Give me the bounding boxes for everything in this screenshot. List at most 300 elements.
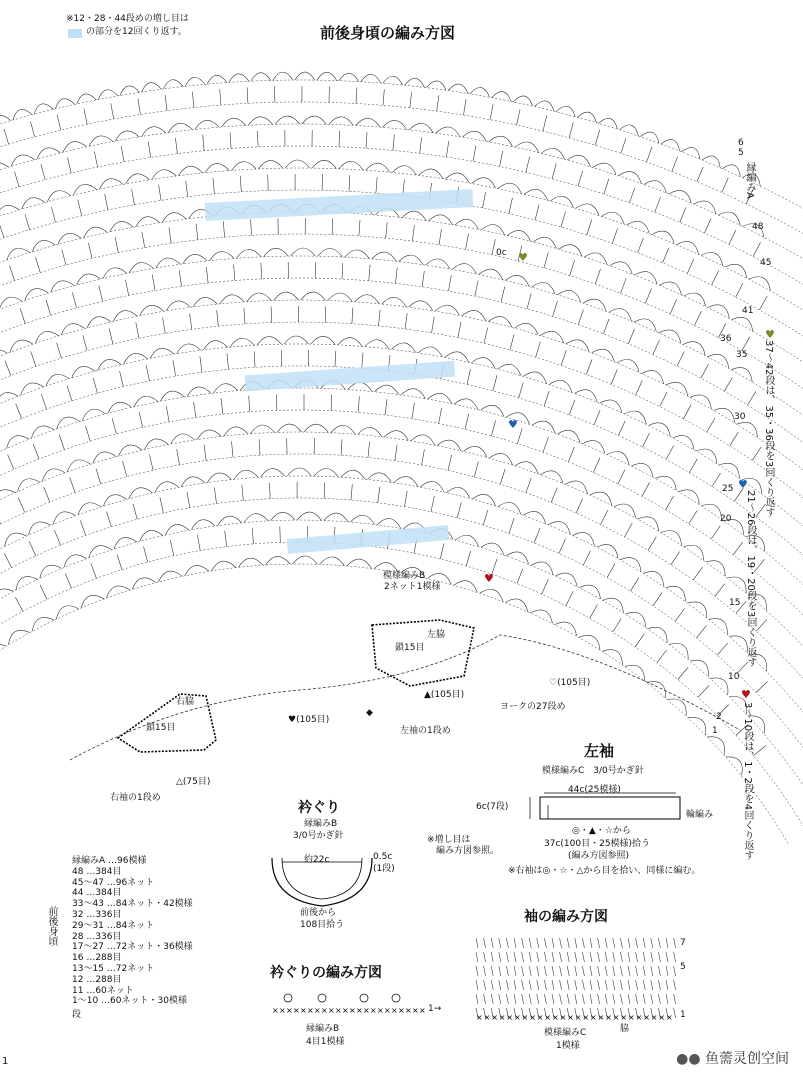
- scallop-mark: [36, 331, 59, 343]
- sleeve-stitch-mark: [537, 952, 539, 962]
- stitch-mark: [570, 260, 575, 275]
- scallop-mark: [324, 513, 348, 522]
- stitch-mark: [553, 301, 558, 316]
- sleeve-x-mark: ×: [620, 1013, 628, 1022]
- yoke-row-guide: [0, 322, 803, 721]
- scallop-mark: [617, 359, 639, 372]
- scallop-mark: [84, 227, 107, 238]
- scallop-mark: [98, 359, 122, 370]
- scallop-mark: [702, 156, 720, 168]
- scallop-mark: [339, 161, 363, 170]
- stitch-mark: [492, 239, 495, 255]
- stitch-mark: [163, 318, 166, 334]
- stitch-mark: [630, 578, 638, 592]
- heart-blue-icon: ♥: [508, 418, 518, 431]
- sleeve-x-mark: ×: [643, 1013, 650, 1022]
- stitch-mark: [534, 528, 540, 543]
- yoke-row-guide: [0, 476, 803, 799]
- scallop-mark: [114, 537, 137, 548]
- scallop-mark: [577, 112, 596, 123]
- scallop-mark: [73, 184, 96, 195]
- scallop-mark: [312, 160, 336, 168]
- left-sleeve-note3: ※右袖は◎・☆・△から目を拾い、同様に編む。: [508, 866, 701, 876]
- legend-row: 48 …384目: [72, 866, 122, 877]
- scallop-mark: [505, 275, 529, 286]
- sleeve-stitch-mark: [605, 952, 607, 962]
- stitch-x-mark: ×: [419, 1006, 426, 1015]
- stitch-mark: [242, 485, 244, 501]
- scallop-mark: [40, 565, 62, 578]
- scallop-mark: [177, 344, 201, 354]
- scallop-mark: [409, 301, 433, 311]
- sleeve-stitch-mark: [544, 966, 546, 976]
- stitch-mark: [254, 351, 255, 367]
- stitch-mark: [701, 364, 709, 378]
- sleeve-x-mark: ×: [612, 1013, 620, 1022]
- stitch-mark: [220, 89, 221, 105]
- scallop-mark: [405, 78, 425, 87]
- scallop-mark: [377, 519, 401, 529]
- scallop-mark: [358, 428, 382, 437]
- sleeve-stitch-mark: [491, 980, 493, 990]
- sleeve-stitch-mark: [491, 994, 493, 1004]
- scallop-mark: [197, 430, 221, 440]
- stitch-mark: [8, 455, 14, 470]
- stitch-mark: [677, 352, 684, 366]
- stitch-mark: [214, 488, 216, 504]
- sleeve-stitch-mark: [613, 980, 615, 990]
- stitch-mark: [203, 135, 205, 151]
- stitch-x-mark: ×: [412, 1006, 419, 1015]
- scallop-mark: [9, 630, 30, 644]
- scallop-mark: [452, 264, 476, 274]
- stitch-mark: [464, 99, 467, 115]
- scallop-mark: [600, 400, 622, 413]
- scallop-mark: [435, 305, 459, 315]
- scallop-mark: [103, 495, 126, 506]
- stitch-mark: [628, 329, 634, 344]
- scallop-mark: [392, 343, 416, 353]
- scallop-mark: [540, 471, 563, 483]
- stitch-mark: [465, 414, 469, 430]
- scallop-mark: [597, 545, 618, 559]
- sleeve-stitch-mark: [605, 980, 607, 990]
- stitch-mark: [111, 103, 114, 119]
- stitch-mark: [144, 547, 148, 563]
- stitch-mark: [383, 89, 384, 105]
- stitch-mark: [20, 308, 25, 323]
- scallop-mark: [119, 445, 142, 456]
- stitch-mark: [55, 530, 61, 545]
- stitch-x-mark: ×: [377, 1006, 384, 1015]
- legend-tail: 段: [72, 1010, 82, 1020]
- stitch-mark: [31, 351, 36, 366]
- stitch-mark: [170, 540, 174, 556]
- scallop-mark: [100, 179, 124, 189]
- stitch-mark: [268, 175, 269, 191]
- scallop-mark: [498, 183, 521, 194]
- sleeve-stitch-mark: [658, 952, 660, 962]
- scallop-mark: [488, 316, 512, 327]
- scallop-mark: [523, 372, 546, 384]
- scallop-mark: [124, 353, 148, 364]
- scallop-mark: [10, 340, 33, 352]
- sleeve-stitch-mark: [560, 994, 562, 1004]
- scallop-mark: [155, 482, 179, 492]
- scallop-mark: [152, 170, 176, 180]
- scallop-mark: [259, 160, 283, 168]
- stitch-mark: [159, 185, 161, 201]
- stitch-mark: [271, 307, 272, 323]
- sleeve-stitch-mark: [575, 952, 577, 962]
- legend-row: 12 …288目: [72, 974, 122, 985]
- scallop-mark: [555, 622, 577, 636]
- scallop-mark: [648, 627, 667, 642]
- heart-red-icon: ♥: [484, 572, 494, 585]
- sleeve-stitch-mark: [651, 966, 653, 976]
- scallop-mark: [620, 558, 641, 572]
- stitch-mark: [660, 392, 667, 406]
- diamond-icon: ◆: [366, 708, 373, 718]
- stitch-mark: [187, 492, 190, 508]
- sleeve-stitch-mark: [582, 938, 584, 948]
- stitch-mark: [621, 278, 627, 293]
- stitch-mark: [120, 371, 124, 387]
- scallop-mark: [7, 436, 29, 449]
- stitch-mark: [72, 292, 76, 307]
- sleeve-stitch-mark: [476, 966, 478, 976]
- scallop-mark: [590, 492, 612, 505]
- stitch-mark: [526, 478, 531, 493]
- picot-mark: [284, 994, 292, 1002]
- scallop-mark: [130, 262, 154, 272]
- note-line2: の部分を12回くり返す。: [86, 27, 187, 37]
- scallop-mark: [513, 96, 532, 106]
- stitch-mark: [396, 268, 398, 284]
- collar-pick1: 前後から: [300, 908, 337, 918]
- sleeve-stitch-mark: [522, 966, 524, 976]
- stitch-mark: [698, 686, 709, 698]
- stitch-mark: [412, 225, 414, 241]
- stitch-mark: [115, 237, 118, 253]
- stitch-mark: [190, 313, 192, 329]
- stitch-mark: [351, 484, 352, 500]
- stitch-mark: [252, 528, 253, 544]
- stitch-mark: [603, 319, 609, 334]
- stitch-mark: [583, 551, 590, 565]
- stitch-mark: [607, 564, 615, 578]
- stitch-mark: [491, 421, 495, 436]
- left-sleeve-edge: 輪編み: [686, 810, 714, 820]
- scallop-mark: [541, 148, 564, 159]
- stitch-mark: [509, 518, 514, 533]
- stitch-mark: [91, 563, 97, 578]
- left-sleeve-pick2: 37c(100目・25模様)拾う: [544, 839, 651, 849]
- scallop-mark: [652, 231, 674, 244]
- stitch-mark: [730, 432, 739, 446]
- stitch-mark: [204, 445, 206, 461]
- scallop-mark: [365, 340, 389, 349]
- sleeve-r5: 5: [680, 962, 686, 972]
- stitch-x-mark: ×: [391, 1006, 398, 1015]
- stitch-mark: [578, 171, 583, 186]
- scallop-mark: [87, 317, 111, 328]
- scallop-mark: [142, 127, 166, 137]
- scallop-mark: [592, 349, 615, 362]
- stitch-mark: [568, 447, 574, 462]
- stitch-mark: [687, 259, 694, 274]
- sleeve-stitch-mark: [560, 952, 562, 962]
- stitch-mark: [59, 435, 64, 450]
- stitch-mark: [166, 406, 169, 422]
- stitch-mark: [366, 132, 367, 148]
- scallop-mark: [7, 248, 30, 260]
- stitch-mark: [405, 491, 408, 507]
- stitch-mark: [18, 498, 25, 513]
- sleeve-stitch-mark: [582, 980, 584, 990]
- sleeve-stitch-mark: [529, 938, 531, 948]
- page-number: 1: [2, 1056, 9, 1067]
- scallop-mark: [77, 274, 101, 285]
- stitch-mark: [561, 350, 566, 365]
- scallop-mark: [232, 162, 256, 171]
- stitch-mark: [121, 146, 124, 162]
- stitch-mark: [742, 337, 750, 351]
- legend-row: 33〜43 …84ネット・42模様: [72, 899, 193, 910]
- row-36: 36: [720, 334, 732, 344]
- stitch-mark: [544, 391, 549, 406]
- stitch-mark: [500, 151, 503, 167]
- scallop-mark: [436, 127, 460, 137]
- tri-75: △(75目): [176, 777, 211, 787]
- stitch-mark: [385, 399, 387, 415]
- sleeve-stitch-mark: [484, 980, 486, 990]
- stitch-mark: [756, 619, 767, 631]
- sleeve-stitch-mark: [567, 952, 569, 962]
- scallop-mark: [32, 426, 55, 438]
- title-sleeve-diagram: 袖の編み方図: [524, 909, 608, 925]
- stitch-mark: [352, 308, 353, 324]
- scallop-mark: [607, 452, 629, 465]
- scallop-mark: [113, 311, 137, 322]
- scallop-mark: [668, 699, 686, 716]
- scallop-mark: [126, 174, 150, 184]
- stitch-mark: [379, 310, 381, 326]
- sleeve-stitch-mark: [575, 966, 577, 976]
- scallop-mark: [684, 293, 706, 306]
- scallop-mark: [401, 389, 425, 399]
- scallop-mark: [185, 565, 209, 575]
- collar-rows: (1段): [373, 864, 395, 874]
- scallop-mark: [339, 73, 359, 81]
- scallop-mark: [22, 198, 45, 209]
- stitch-mark: [680, 208, 686, 223]
- title-main: 前後身頃の編み方図: [320, 24, 456, 42]
- edge-a-label: 縁編みA: [744, 162, 755, 199]
- stitch-mark: [643, 433, 650, 447]
- sleeve-stitch-mark: [529, 966, 531, 976]
- scallop-mark: [428, 393, 452, 403]
- stitch-mark: [70, 477, 75, 492]
- scallop-mark: [531, 562, 553, 575]
- note-line1: ※12・28・44段めの増し目は: [66, 14, 189, 24]
- stitch-mark: [169, 228, 171, 244]
- sleeve-stitch-mark: [522, 980, 524, 990]
- sleeve-stitch-mark: [560, 938, 562, 948]
- sleeve-diag-label1: 模様編みC: [544, 1028, 587, 1038]
- scallop-mark: [314, 468, 338, 477]
- left-sleeve-pick: ◎・▲・☆から: [572, 826, 631, 836]
- stitch-mark: [594, 410, 600, 425]
- scallop-mark: [89, 546, 112, 558]
- stitch-mark: [604, 179, 609, 194]
- collar-diag-label1: 縁編みB: [306, 1024, 340, 1034]
- scallop-mark: [162, 213, 186, 223]
- stitch-mark: [500, 469, 505, 484]
- scallop-mark: [661, 531, 682, 546]
- sleeve-x-mark: ×: [529, 1013, 536, 1022]
- stitch-mark: [653, 340, 660, 355]
- stitch-mark: [160, 497, 164, 513]
- sleeve-x-mark: ×: [514, 1013, 521, 1022]
- scallop-mark: [677, 241, 699, 254]
- stitch-mark: [227, 353, 229, 369]
- stitch-mark: [65, 574, 71, 589]
- stitch-x-mark: ×: [363, 1006, 370, 1015]
- stitch-mark: [440, 543, 444, 559]
- stitch-mark: [431, 496, 434, 512]
- sleeve-stitch-mark: [598, 980, 600, 990]
- scallop-mark: [383, 120, 407, 129]
- sleeve-stitch-mark: [651, 938, 653, 948]
- stitch-mark: [225, 531, 227, 547]
- club-105: ♡(105目): [549, 678, 591, 688]
- collar-needle: 3/0号かぎ針: [293, 831, 344, 841]
- sleeve-stitch-mark: [658, 938, 660, 948]
- stitch-mark: [80, 520, 85, 535]
- stitch-mark: [552, 163, 556, 178]
- scallop-mark: [565, 481, 587, 494]
- sleeve-stitch-mark: [476, 938, 478, 948]
- stitch-mark: [99, 286, 103, 302]
- scallop-mark: [0, 644, 6, 659]
- sleeve-stitch-mark: [643, 966, 645, 976]
- stitch-mark: [466, 551, 471, 566]
- scallop-mark: [673, 436, 694, 450]
- scallop-mark: [479, 269, 503, 280]
- left-sleeve-note2: 編み方図参照。: [436, 846, 500, 856]
- stitch-mark: [457, 502, 461, 518]
- sleeve-stitch-mark: [522, 938, 524, 948]
- scallop-mark: [399, 255, 423, 265]
- stitch-mark: [543, 437, 548, 452]
- sleeve-x-mark: ×: [666, 1013, 673, 1022]
- scallop-mark: [192, 520, 216, 530]
- scallop-mark: [77, 94, 96, 104]
- stitch-mark: [466, 234, 469, 250]
- scallop-mark: [530, 610, 552, 623]
- scallop-mark: [710, 678, 728, 695]
- stitch-mark: [359, 220, 360, 236]
- stitch-mark: [559, 539, 566, 554]
- sleeve-stitch-mark: [605, 994, 607, 1004]
- scallop-mark: [158, 571, 182, 582]
- stitch-mark: [551, 488, 557, 503]
- yoke-row-guide: [0, 498, 803, 811]
- scallop-mark: [142, 83, 162, 92]
- scallop-mark: [515, 323, 538, 334]
- pattern-b-sub: 2ネット1模様: [384, 582, 441, 592]
- scallop-mark: [649, 423, 671, 437]
- scallop-mark: [583, 440, 605, 453]
- stitch-mark: [57, 115, 61, 131]
- stitch-mark: [672, 157, 678, 172]
- scallop-mark: [666, 586, 686, 601]
- scallop-mark: [549, 380, 572, 392]
- stitch-mark: [247, 87, 248, 103]
- scallop-mark: [81, 595, 104, 608]
- stitch-mark: [368, 442, 370, 458]
- sleeve-stitch-mark: [620, 938, 622, 948]
- chain15-right: 鎖15目: [146, 723, 176, 733]
- scallop-mark: [78, 503, 101, 515]
- stitch-mark: [93, 378, 97, 393]
- stitch-mark: [123, 461, 127, 477]
- legend-row: 1〜10 …60ネット・30模様: [72, 996, 187, 1007]
- scallop-mark: [103, 268, 127, 279]
- sleeve-stitch-mark: [590, 938, 592, 948]
- sleeve-stitch-mark: [651, 952, 653, 962]
- row-45: 45: [760, 258, 772, 268]
- yoke-27: ヨークの27段め: [500, 702, 566, 712]
- legend-row: 11 …60ネット: [72, 985, 134, 996]
- scallop-mark: [136, 217, 160, 227]
- row-5: 5: [738, 148, 744, 158]
- stitch-mark: [148, 142, 151, 158]
- stitch-mark: [94, 151, 97, 167]
- scallop-mark: [634, 319, 656, 332]
- yoke-row-guide: [0, 146, 803, 633]
- stitch-mark: [179, 270, 181, 286]
- stitch-mark: [645, 289, 651, 304]
- watermark-text: 鱼薷灵创空间: [705, 1051, 789, 1067]
- scallop-mark: [602, 650, 622, 665]
- picot-mark: [318, 994, 326, 1002]
- scallop-mark: [706, 561, 725, 577]
- scallop-mark: [515, 462, 538, 474]
- stitch-mark: [670, 299, 677, 314]
- stitch-mark: [261, 263, 262, 279]
- legend-row: 縁編みA …96模様: [72, 856, 147, 866]
- stitch-mark: [759, 296, 767, 310]
- sleeve-stitch-mark: [514, 952, 516, 962]
- stitch-mark: [257, 131, 258, 147]
- title-collar-diagram: 衿ぐりの編み方図: [270, 965, 382, 981]
- stitch-mark: [473, 146, 476, 162]
- scallop-mark: [98, 90, 117, 100]
- stitch-mark: [196, 224, 198, 240]
- legend-row: 17〜27 …72ネット・36模様: [72, 942, 193, 953]
- sleeve-stitch-mark: [674, 980, 676, 990]
- sleeve-x-mark: ×: [597, 1013, 605, 1022]
- sleeve-stitch-mark: [651, 980, 653, 990]
- yoke-row-guide: [0, 278, 803, 699]
- scallop-mark: [489, 136, 513, 146]
- stitch-mark: [36, 257, 41, 272]
- sleeve-stitch-mark: [552, 952, 554, 962]
- scallop-mark: [171, 434, 195, 444]
- stitch-mark: [729, 230, 736, 244]
